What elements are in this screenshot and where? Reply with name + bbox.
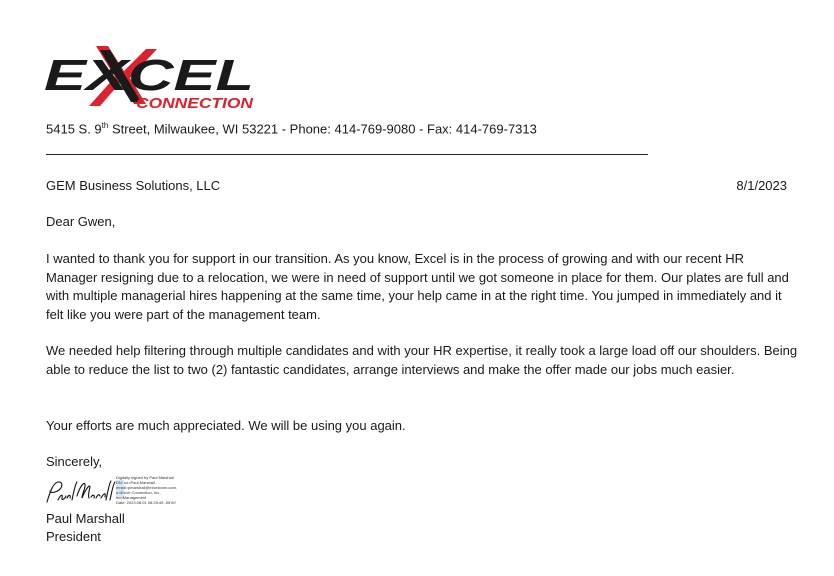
digital-signature-details [116, 475, 177, 505]
letterhead-divider [46, 154, 648, 155]
digital-signature-line: Date: 2023.08.01 08:25:49 -05'00' [116, 500, 177, 505]
body-paragraph-1: I wanted to thank you for support in our transition. As you know, Excel is in the process of growing and with our recent HR Manager resigning due to a relocation, we were in need of support until we got someone in place for them. Our plates are full and with multiple managerial hires happening at the same time, your help came in at the right time. You jumped in immediately and it felt like you were part of the management team. [46, 251, 789, 322]
logo-subtitle: CONNECTION [136, 96, 254, 112]
handwritten-signature [44, 478, 116, 506]
digital-signature-line: Digitally signed by Paul Marshall [116, 475, 174, 480]
signer-title: President [46, 529, 101, 544]
recipient: GEM Business Solutions, LLC [46, 178, 221, 193]
address-street-number: 5415 S. 9 [46, 121, 102, 137]
body-paragraph-2: We needed help filtering through multiple candidates and with your HR expertise, it really took a large load off our shoulders. Being able to reduce the list to two (2) fantastic candidates, arrange interviews and make the offer made our jobs much easier. [46, 343, 798, 377]
excel-connection-logo [44, 44, 259, 112]
body-paragraph-3: Your efforts are much appreciated. We will be using you again. [46, 418, 406, 433]
digital-signature-line: email=pmarshall@excelconn.com, [116, 485, 178, 490]
digital-signature-line: ou=Management [116, 495, 147, 500]
digital-signature-line: DN: cn=Paul Marshall, [116, 480, 156, 485]
signer-name: Paul Marshall [46, 511, 125, 526]
digital-signature-line: o=Excel Connection, Inc., [116, 490, 162, 495]
letter-date: 8/1/2023 [736, 178, 787, 193]
address-ordinal-suffix: th [101, 121, 109, 130]
logo-wordmark: EXCEL [44, 51, 255, 100]
letterhead-address [46, 121, 537, 136]
address-rest: Street, Milwaukee, WI 53221 - Phone: 414-769-9080 - Fax: 414-769-7313 [108, 121, 537, 137]
closing: Sincerely, [46, 454, 103, 469]
salutation: Dear Gwen, [46, 214, 116, 229]
